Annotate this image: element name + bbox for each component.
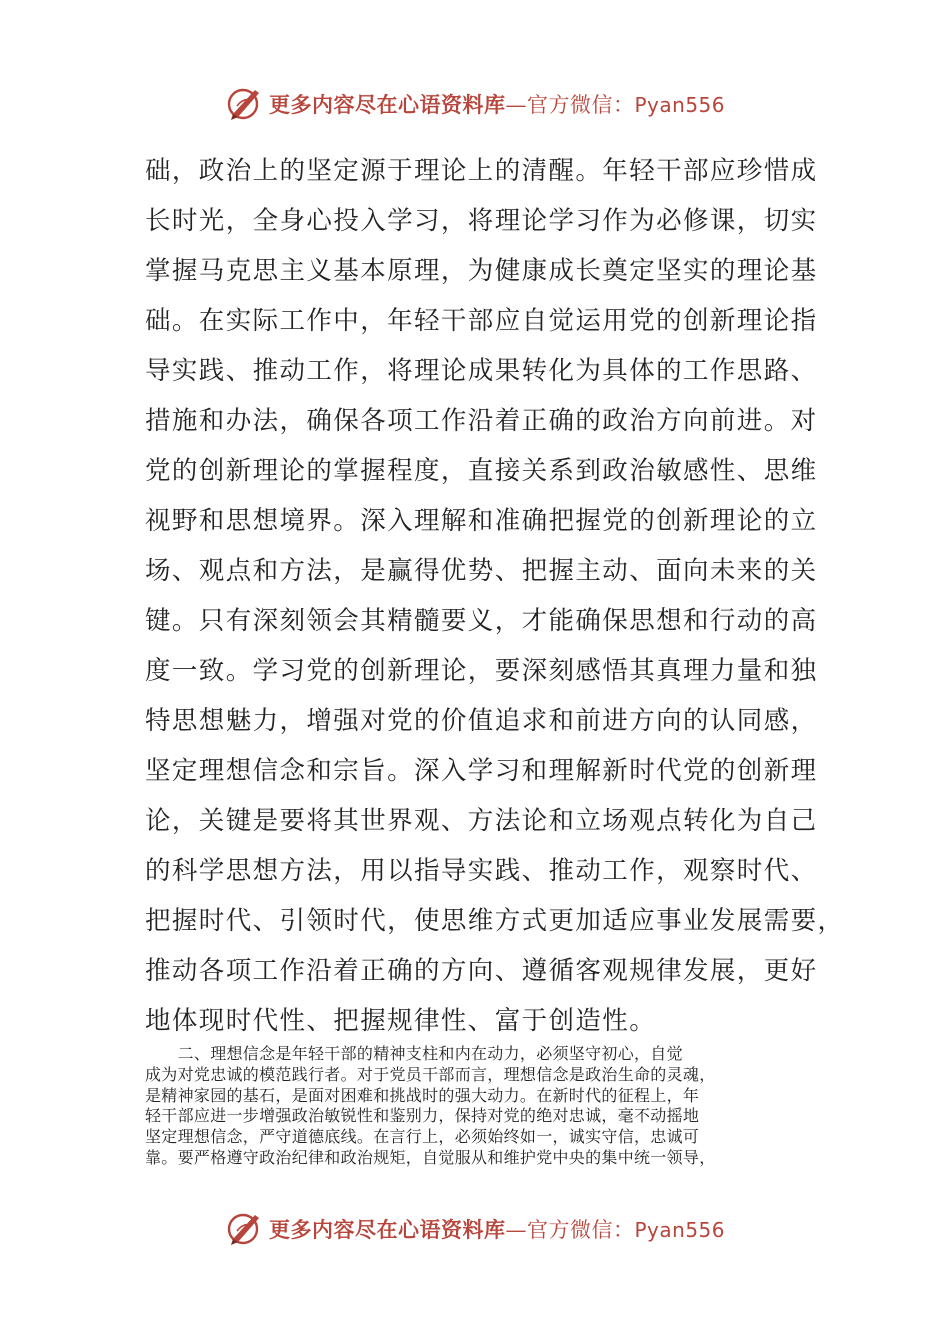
text-line: 坚定理想信念，严守道德底线。在言行上，必须始终如一，诚实守信，忠诚可 [145,1127,700,1147]
text-line: 视野和思想境界。深入理解和准确把握党的创新理论的立 [145,506,818,536]
banner-separator: — [505,93,527,117]
text-line: 度一致。学习党的创新理论，要深刻感悟其真理力量和独 [145,656,818,686]
text-line: 键。只有深刻领会其精髓要义，才能确保思想和行动的高 [145,606,818,636]
text-line: 论，关键是要将其世界观、方法论和立场观点转化为自己 [145,806,818,836]
banner-separator: — [505,1218,527,1242]
pen-in-circle-icon [225,1209,265,1249]
pen-in-circle-icon [225,84,265,124]
text-line: 是精神家园的基石，是面对困难和挑战时的强大动力。在新时代的征程上，年 [145,1085,700,1105]
text-line: 把握时代、引领时代，使思维方式更加适应事业发展需要， [145,906,845,936]
text-line: 长时光，全身心投入学习，将理论学习作为必修课，切实 [145,206,818,236]
text-line: 成为对党忠诚的模范践行者。对于党员干部而言，理想信念是政治生命的灵魂， [145,1064,716,1084]
text-line: 坚定理想信念和宗旨。深入学习和理解新时代党的创新理 [145,756,818,786]
text-line: 导实践、推动工作，将理论成果转化为具体的工作思路、 [145,356,818,386]
text-line: 轻干部应进一步增强政治敏锐性和鉴别力，保持对党的绝对忠诚，毫不动摇地 [145,1106,700,1126]
body-paragraph-large [145,146,845,1046]
text-line: 党的创新理论的掌握程度，直接关系到政治敏感性、思维 [145,456,818,486]
banner-site-name: 更多内容尽在心语资料库 [269,92,506,117]
text-line: 场、观点和方法，是赢得优势、把握主动、面向未来的关 [145,556,818,586]
banner-wechat-handle: Pyan556 [634,1218,726,1242]
banner-site-name: 更多内容尽在心语资料库 [269,1217,506,1242]
text-line: 础。在实际工作中，年轻干部应自觉运用党的创新理论指 [145,306,818,336]
text-line: 掌握马克思主义基本原理，为健康成长奠定坚实的理论基 [145,256,818,286]
banner-text [269,89,725,119]
text-line: 地体现时代性、把握规律性、富于创造性。 [145,1006,657,1036]
text-line: 二、理想信念是年轻干部的精神支柱和内在动力，必须坚守初心，自觉 [145,1044,683,1063]
banner-contact-label: 官方微信： [527,93,635,117]
text-line: 础，政治上的坚定源于理论上的清醒。年轻干部应珍惜成 [145,156,818,186]
text-line: 特思想魅力，增强对党的价值追求和前进方向的认同感， [145,706,818,736]
body-paragraph-small [145,1044,815,1169]
footer-banner [225,1207,785,1251]
text-line: 靠。要严格遵守政治纪律和政治规矩，自觉服从和维护党中央的集中统一领导， [145,1147,716,1167]
header-banner [225,82,785,126]
text-line: 措施和办法，确保各项工作沿着正确的政治方向前进。对 [145,406,818,436]
text-line: 推动各项工作沿着正确的方向、遵循客观规律发展，更好 [145,956,818,986]
text-line: 的科学思想方法，用以指导实践、推动工作，观察时代、 [145,856,818,886]
banner-contact-label: 官方微信： [527,1218,635,1242]
banner-text [269,1214,725,1244]
banner-wechat-handle: Pyan556 [634,93,726,117]
